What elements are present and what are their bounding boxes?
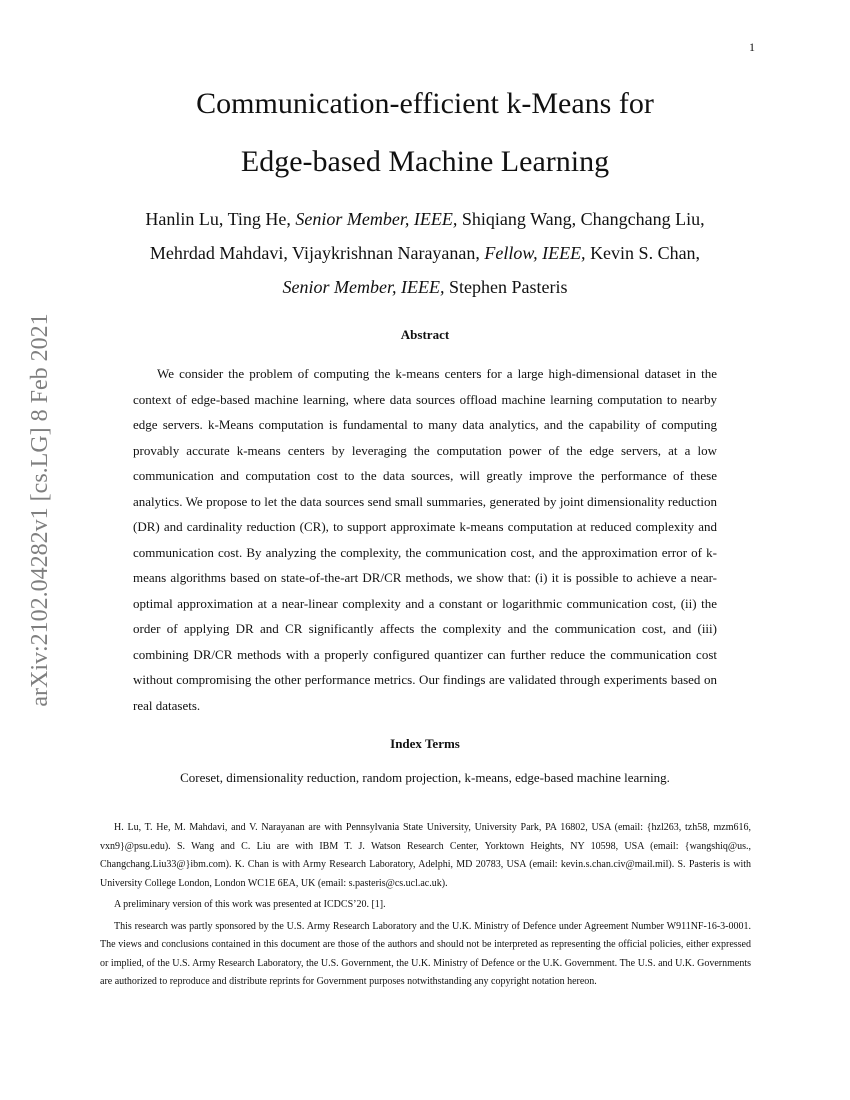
author-group-1: Hanlin Lu, Ting He, bbox=[145, 209, 291, 229]
author-role-senior-member-2: Senior Member, IEEE, bbox=[282, 277, 445, 297]
footnote-affiliations: H. Lu, T. He, M. Mahdavi, and V. Narayanan are with Pennsylvania State University, University Park, PA 16802, USA (email: {hzl263, tzh58, mzm616, vxn9}@psu.edu). S. Wang and C. Liu are with IBM T. J. Watson Research Center, Yorktown Heights, NY 10598, USA (email: {wangshiq@us., Changchang.Liu33@}ibm.com). K. Chan is with Army Research Laboratory, Adelphi, MD 20783, USA (email: kevin.s.chan.civ@mail.mil). S. Pasteris is with University College London, London WC1E 6EA, UK (email: s.pasteris@cs.ucl.ac.uk). bbox=[100, 822, 751, 889]
author-role-fellow: Fellow, IEEE, bbox=[484, 243, 586, 263]
title-line-1: Communication-efficient k-Means for bbox=[196, 87, 654, 120]
index-terms-heading: Index Terms bbox=[390, 736, 460, 751]
author-group-4: Kevin S. Chan, bbox=[590, 243, 701, 263]
author-group-2: Shiqiang Wang, Changchang Liu, bbox=[461, 209, 705, 229]
title-line-2: Edge-based Machine Learning bbox=[240, 145, 610, 178]
author-group-3: Mehrdad Mahdavi, Vijaykrishnan Narayanan, bbox=[149, 243, 480, 263]
abstract-text: We consider the problem of computing the k-means centers for a large high-dimensional dataset in the context of edge-based machine learning, where data sources offload machine learning computation to nearby edge servers. k-Means computation is fundamental to many data analytics, and the capability of computing provably accurate k-means centers by leveraging the computation power of the edge servers, at a low communication and computation cost to the data sources, will greatly improve the performance of these analytics. We propose to let the data sources send small summaries, generated by joint dimensionality reduction (DR) and cardinality reduction (CR), to support approximate k-means computation at reduced complexity and communication cost. By analyzing the complexity, the communication cost, and the approximation error of k-means algorithms based on state-of-the-art DR/CR methods, we show that: (i) it is possible to achieve a near-optimal approximation at a near-linear complexity and a constant or logarithmic communication cost, (ii) the order of applying DR and CR significantly affects the complexity and the communication cost, and (iii) combining DR/CR methods with a properly configured quantizer can further reduce the communication cost without compromising the other performance metrics. Our findings are validated through experiments based on real datasets. bbox=[133, 366, 717, 713]
footnotes bbox=[100, 819, 751, 992]
footnote-preliminary-version: A preliminary version of this work was presented at ICDCS’20. [1]. bbox=[114, 899, 386, 910]
index-terms-text: Coreset, dimensionality reduction, random projection, k-means, edge-based machine learning. bbox=[180, 770, 670, 785]
arxiv-identifier-stamp[interactable]: arXiv:2102.04282v1 [cs.LG] 8 Feb 2021 bbox=[27, 313, 53, 707]
abstract-heading: Abstract bbox=[400, 327, 450, 342]
author-group-5: Stephen Pasteris bbox=[448, 277, 568, 297]
paper-title bbox=[90, 80, 760, 186]
author-role-senior-member: Senior Member, IEEE, bbox=[295, 209, 458, 229]
page-number: 1 bbox=[749, 40, 755, 54]
author-list bbox=[95, 202, 755, 304]
footnote-funding: This research was partly sponsored by the U.S. Army Research Laboratory and the U.K. Ministry of Defence under Agreement Number W911NF-16-3-0001. The views and conclusions contained in this document are those of the authors and should not be interpreted as representing the official policies, either expressed or implied, of the U.S. Army Research Laboratory, the U.S. Government, the U.K. Ministry of Defence or the U.K. Government. The U.S. and U.K. Governments are authorized to reproduce and distribute reprints for Government purposes notwithstanding any copyright notation hereon. bbox=[100, 920, 751, 987]
